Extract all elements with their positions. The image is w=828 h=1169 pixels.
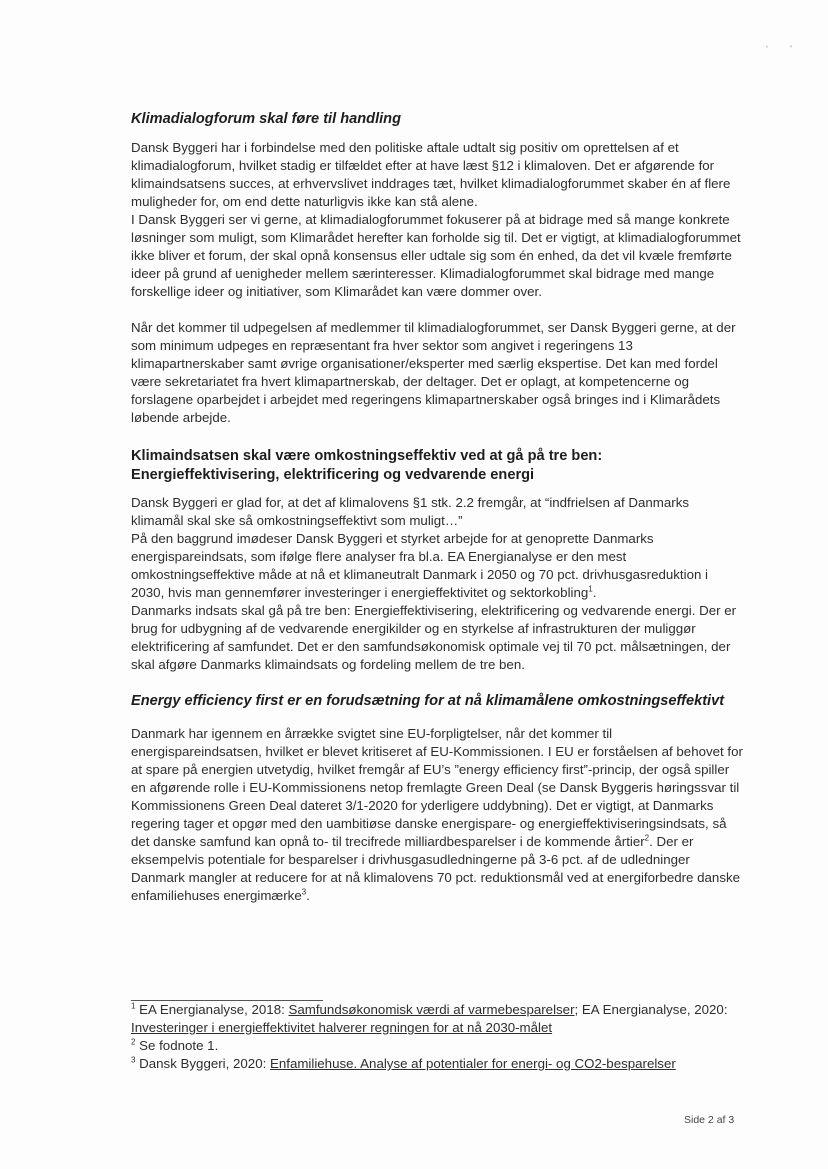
paragraph: Dansk Byggeri er glad for, at det af klimalovens §1 stk. 2.2 fremgår, at “indfrielsen af Danmarks klimamål skal ske så omkostningseffektivt som muligt…” bbox=[131, 495, 689, 528]
paragraph-text: På den baggrund imødeser Dansk Byggeri et styrket arbejde for at genoprette Danmarks energispareindsats, som ifølge flere analyser fra bl.a. EA Energianalyse er den mest omkostningseffektive måde at nå et klimaneutralt Danmark i 2050 og 70 pct. drivhusgasreduktion i 2030, hvis man gennemfører investeringer i energieffektivitet og sektorkobling bbox=[131, 531, 709, 600]
footnote-number: 2 bbox=[131, 1037, 136, 1047]
paragraph: I Dansk Byggeri ser vi gerne, at klimadialogforummet fokuserer på at bidrage med så mange konkrete løsninger som muligt, som Klimarådet herefter kan forholde sig til. Det er vigtigt, at klimadialogforummet ikke bliver et forum, der skal opnå konsensus eller udtale sig som én enhed, da det vil kvæle fremførte ideer på grund af uenigheder mellem særinteresser. Klimadialogforummet skal bidrage med mange forskellige ideer og initiativer, som Klimarådet kan være dommer over. bbox=[131, 212, 741, 299]
paragraph: Dansk Byggeri har i forbindelse med den politiske aftale udtalt sig positiv om oprettelsen af et klimadialogforum, hvilket stadig er tilfældet efter at have læst §12 i klimaloven. Det er afgørende for klimaindsatsens succes, at erhvervslivet inddrages tæt, hvilket klimadialogforummet skaber én af flere muligheder for, om end dette naturligvis ikke kan stå alene. bbox=[131, 140, 731, 209]
section-heading-omkostningseffektiv: Klimaindsatsen skal være omkostningseffektiv ved at gå på tre ben: Energieffektivisering, elektrificering og vedvarende energi bbox=[131, 448, 603, 483]
footnote-1 bbox=[131, 1001, 751, 1037]
footnote-ref: 1 bbox=[588, 584, 593, 594]
body-content bbox=[131, 110, 743, 905]
scan-artifact: ’ bbox=[790, 44, 792, 54]
footnote-number: 3 bbox=[131, 1055, 136, 1065]
footnote-number: 1 bbox=[131, 1001, 136, 1011]
footnote-text: Se fodnote 1. bbox=[139, 1038, 219, 1053]
page-number: Side 2 af 3 bbox=[684, 1114, 735, 1126]
footnote-link[interactable]: Enfamiliehuse. Analyse af potentialer for energi- og CO2-besparelser bbox=[270, 1056, 676, 1071]
paragraph-with-footnotes: Danmark har igennem en årrække svigtet sine EU-forpligtelser, når det kommer til energispareindsatsen, hvilket er blevet kritiseret af EU-Kommissionen. I EU er forståelsen af behovet for at spare på energien utvetydig, hvilket fremgår af EU’s ”energy efficiency first”-princip, der også spiller en afgørende rolle i EU-Kommissionens netop fremlagte Green Deal (se Dansk Byggeris høringssvar til Kommissionens Green Deal dateret 3/1-2020 for yderligere uddybning). Det er vigtigt, at Danmarks regering tager et opgør med den uambitiøse danske energispare- og energieffektiviseringsindsats, så det danske samfund kan opnå to- til trecifrede milliardbesparelser i de kommende årtier$^2$. Der er eksempelvis potentiale for besparelser i drivhusgasudledningerne på 3-6 pct. af de udledninger Danmark mangler at reducere for at nå klimalovens 70 pct. reduktionsmål ved at energiforbedre danske enfamiliehuses energimærke$^3$. bbox=[131, 726, 743, 903]
footnotes bbox=[131, 1001, 751, 1073]
footnote-ref: 2 bbox=[644, 833, 650, 843]
footnote-3 bbox=[131, 1055, 751, 1073]
footnote-link[interactable]: Samfundsøkonomisk værdi af varmebesparelser bbox=[288, 1002, 575, 1017]
footnote-2 bbox=[131, 1037, 751, 1055]
paragraph-with-footnote: På den baggrund imødeser Dansk Byggeri et styrket arbejde for at genoprette Danmarks energispareindsats, som ifølge flere analyser fra bl.a. EA Energianalyse er den mest omkostningseffektive måde at nå et klimaneutralt Danmark i 2050 og 70 pct. drivhusgasreduktion i 2030, hvis man gennemfører investeringer i energieffektivitet og sektorkobling$^1$. bbox=[131, 531, 709, 600]
section-heading-klimadialogforum: Klimadialogforum skal føre til handling bbox=[131, 111, 402, 127]
paragraph-text: Der er eksempelvis potentiale for besparelser i drivhusgasudledningerne på 3-6 pct. af de udledninger Danmark mangler at reducere for at nå klimalovens 70 pct. reduktionsmål ved at energiforbedre danske enfamiliehuses energimærke bbox=[131, 834, 741, 903]
scan-artifact: ‘ bbox=[766, 44, 768, 54]
footnote-text: EA Energianalyse, 2018: bbox=[139, 1002, 285, 1017]
section-heading-energy-efficiency-first: Energy efficiency first er en forudsætning for at nå klimamålene omkostningseffektivt bbox=[131, 693, 725, 709]
paragraph: Danmarks indsats skal gå på tre ben: Energieffektivisering, elektrificering og vedvarende energi. Der er brug for udbygning af de vedvarende energikilder og en styrkelse af infrastrukturen der muliggør elektrificering af samfundet. Det er den samfundsøkonomisk optimale vej til 70 pct. målsætningen, der skal afgøre Danmarks klimaindsats og fordeling mellem de tre ben. bbox=[131, 603, 737, 672]
paragraph-text: Danmark har igennem en årrække svigtet sine EU-forpligtelser, når det kommer til energispareindsatsen, hvilket er blevet kritiseret af EU-Kommissionen. I EU er forståelsen af behovet for at spare på energien utvetydig, hvilket fremgår af EU’s ”energy efficiency first”-princip, der også spiller en afgørende rolle i EU-Kommissionens netop fremlagte Green Deal (se Dansk Byggeris høringssvar til Kommissionens Green Deal dateret 3/1-2020 for yderligere uddybning). Det er vigtigt, at Danmarks regering tager et opgør med den uambitiøse danske energispare- og energieffektiviseringsindsats, så det danske samfund kan opnå to- til trecifrede milliardbesparelser i de kommende årtier bbox=[131, 726, 743, 849]
footnote-text: ; EA Energianalyse, 2020: bbox=[574, 1002, 728, 1017]
footnote-link[interactable]: Investeringer i energieffektivitet halverer regningen for at nå 2030-målet bbox=[131, 1020, 553, 1035]
paragraph: Når det kommer til udpegelsen af medlemmer til klimadialogforummet, ser Dansk Byggeri gerne, at der som minimum udpeges en repræsentant fra hver sektor som angivet i regeringens 13 klimapartnerskaber samt øvrige organisationer/eksperter med særlig ekspertise. Det kan med fordel være sekretariatet fra hvert klimapartnerskab, der deltager. Det er oplagt, at kompetencerne og forslagene oparbejdet i arbejdet med regeringens klimapartnerskaber også bringes ind i Klimarådets løbende arbejde. bbox=[131, 320, 736, 425]
footnote-text: Dansk Byggeri, 2020: bbox=[139, 1056, 267, 1071]
footnote-ref: 3 bbox=[301, 887, 307, 897]
